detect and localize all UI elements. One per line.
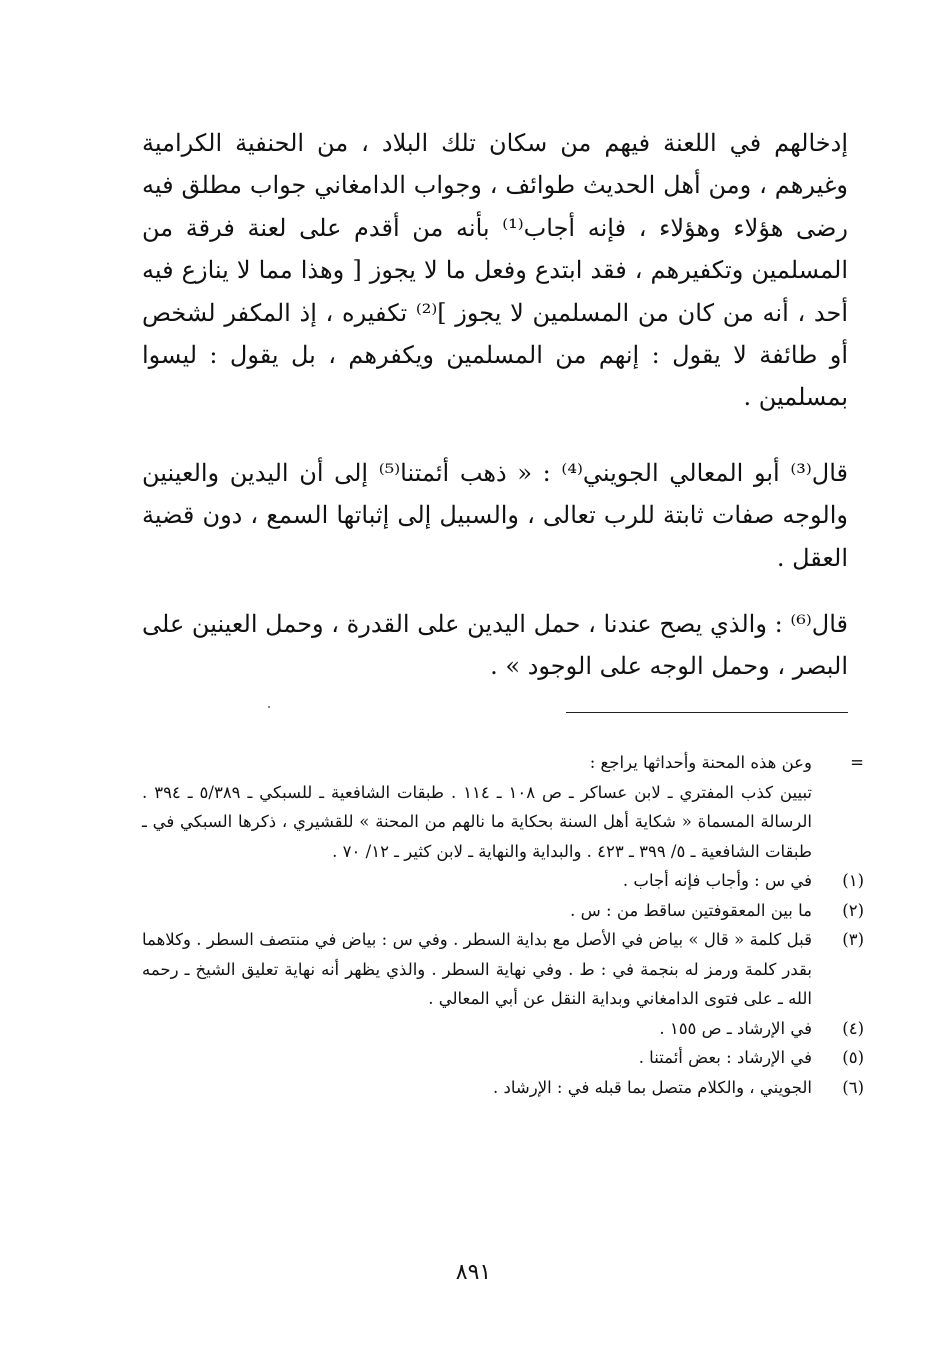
footnote-separator bbox=[566, 712, 848, 713]
footnote-text: في الإرشاد ـ ص ١٥٥ . bbox=[659, 1018, 812, 1038]
footnote-text: قبل كلمة « قال » بياض في الأصل مع بداية السطر . وفي س : بياض في منتصف السطر . وكلاهما بقدر كلمة ورمز له بنجمة في : ط . وفي نهاية السطر . والذي يظهر أنه نهاية تعليق الشيخ ـ رحمه الله ـ على فتوى الدامغاني وبداية النقل عن أبي المعالي . bbox=[142, 930, 812, 1008]
footnote-continuation-marker: = bbox=[850, 753, 864, 772]
footnote-text: في س : وأجاب فإنه أجاب . bbox=[622, 871, 812, 890]
page-number: ٨٩١ bbox=[455, 1260, 492, 1285]
footnote-number: (١) bbox=[842, 871, 864, 890]
body-paragraph-1 bbox=[142, 122, 848, 419]
footnote-sources-text: تبيين كذب المفتري ـ لابن عساكر ـ ص ١٠٨ ـ ١١٤ . طبقات الشافعية ـ للسبكي ـ ٥/٣٨٩ ـ ٣٩٤ . الرسالة المسماة « شكاية أهل السنة بحكاية ما نالهم من المحنة » للقشيري ، ذكرها السبكي في ـ طبقات الشافعية ـ ٥/ ٣٩٩ ـ ٤٢٣ . والبداية والنهاية ـ لابن كثير ـ ١٢/ ٧٠ . bbox=[142, 782, 813, 861]
footnote-text: ما بين المعقوفتين ساقط من : س . bbox=[570, 900, 812, 920]
footnote-3 bbox=[142, 925, 864, 1014]
footnote-2 bbox=[142, 896, 864, 926]
footnote-number: (٢) bbox=[842, 900, 864, 920]
footnote-number: (٤) bbox=[842, 1018, 864, 1038]
footnote-continued-sources bbox=[142, 778, 864, 867]
footnote-text: في الإرشاد : بعض أئمتنا . bbox=[638, 1048, 812, 1067]
footnote-continued-text: وعن هذه المحنة وأحداثها يراجع : bbox=[589, 753, 812, 772]
paragraph-text: إدخالهم في اللعنة فيهم من سكان تلك البلاد ، من الحنفية الكرامية وغيرهم ، ومن أهل الحديث طوائف ، وجواب الدامغاني جواب مطلق فيه رضى هؤلاء وهؤلاء ، فإنه أجاب⁽¹⁾ بأنه من أقدم على لعنة فرقة من المسلمين وتكفيرهم ، فقد ابتدع وفعل ما لا يجوز [ وهذا مما لا ينازع فيه أحد ، أنه من كان من المسلمين لا يجوز ]⁽²⁾ تكفيره ، إذ المكفر لشخص أو طائفة لا يقول : إنهم من المسلمين ويكفرهم ، بل يقول : ليسوا بمسلمين . bbox=[142, 129, 848, 412]
body-paragraph-2 bbox=[142, 452, 848, 579]
paragraph-text: قال⁽³⁾ أبو المعالي الجويني⁽⁴⁾ : « ذهب أئمتنا⁽⁵⁾ إلى أن اليدين والعينين والوجه صفات ثابتة للرب تعالى ، والسبيل إلى إثباتها السمع ، دون قضية العقل . bbox=[142, 459, 848, 572]
footnote-number: (٦) bbox=[842, 1077, 864, 1097]
footnote-5 bbox=[142, 1043, 864, 1073]
footnote-4 bbox=[142, 1014, 864, 1044]
footnote-6 bbox=[142, 1073, 864, 1103]
footnotes-section bbox=[142, 748, 864, 1102]
footnote-number: (٣) bbox=[842, 930, 864, 949]
footnote-number: (٥) bbox=[842, 1048, 864, 1067]
paragraph-text: قال⁽⁶⁾ : والذي يصح عندنا ، حمل اليدين على القدرة ، وحمل العينين على البصر ، وحمل الوجه على الوجود » . bbox=[142, 610, 848, 681]
footnote-text: الجويني ، والكلام متصل بما قبله في : الإرشاد . bbox=[493, 1077, 812, 1097]
footnote-1 bbox=[142, 866, 864, 896]
stray-ink-mark bbox=[268, 706, 270, 708]
body-paragraph-3 bbox=[142, 603, 848, 688]
footnote-continued bbox=[142, 748, 864, 778]
